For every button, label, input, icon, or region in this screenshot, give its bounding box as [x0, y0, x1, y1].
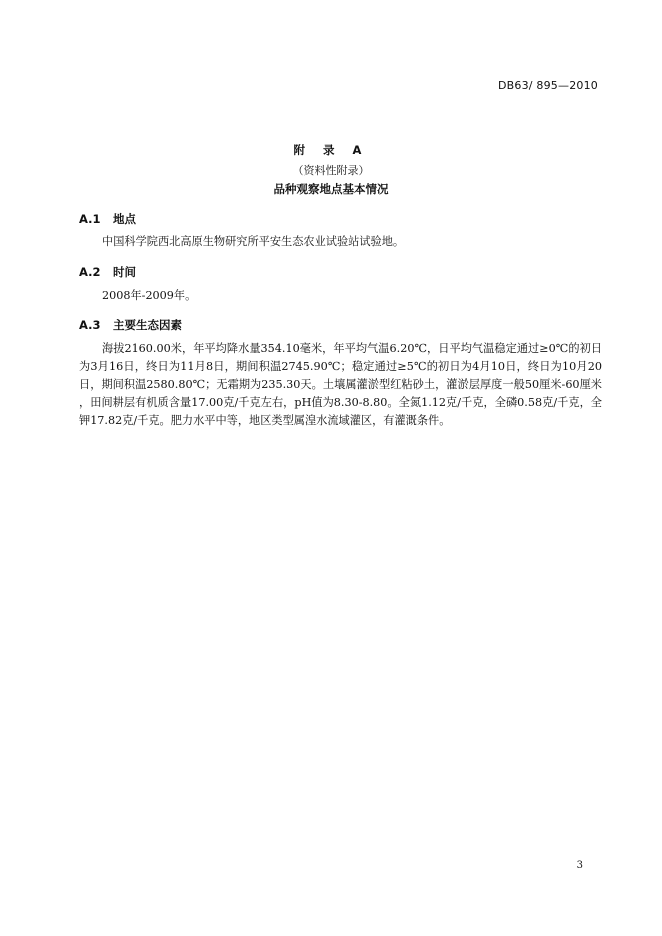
- section-title: 地点: [113, 212, 137, 226]
- appendix-type: （资料性附录）: [292, 164, 370, 177]
- appendix-subject: 品种观察地点基本情况: [273, 182, 389, 196]
- section-title: 主要生态因素: [113, 318, 183, 332]
- standard-code: DB63/ 895—2010: [497, 79, 598, 92]
- section-number: A.1: [79, 212, 101, 226]
- section-heading-a2: [79, 264, 136, 280]
- page-number: 3: [576, 860, 583, 871]
- appendix-title: 附 录 A: [293, 143, 369, 157]
- section-heading-a1: [79, 211, 136, 227]
- section-body-a3: 海拔2160.00米，年平均降水量354.10毫米，年平均气温6.20℃，日平均气温稳定通过≥0℃的初日为3月16日，终日为11月8日，期间积温2745.90℃；稳定通过≥5℃的初日为4月10日，终日为10月20日，期间积温2580.80℃；无霜期为235.30天。土壤属灌淤型红粘砂土，灌淤层厚度一般50厘米-60厘米 ，田间耕层有机质含量17.00克/千克左右，pH值为8.30-8.80。全氮1.12克/千克，全磷0.58克/千克，全钾17.82克/千克。肥力水平中等，地区类型属湟水流域灌区，有灌溉条件。: [79, 342, 602, 427]
- section-number: A.3: [79, 318, 101, 332]
- section-title: 时间: [113, 265, 137, 279]
- section-body-a1: 中国科学院西北高原生物研究所平安生态农业试验站试验地。: [102, 235, 405, 248]
- section-body-a2: 2008年-2009年。: [102, 289, 197, 302]
- section-number: A.2: [79, 265, 101, 279]
- section-heading-a3: [79, 317, 182, 333]
